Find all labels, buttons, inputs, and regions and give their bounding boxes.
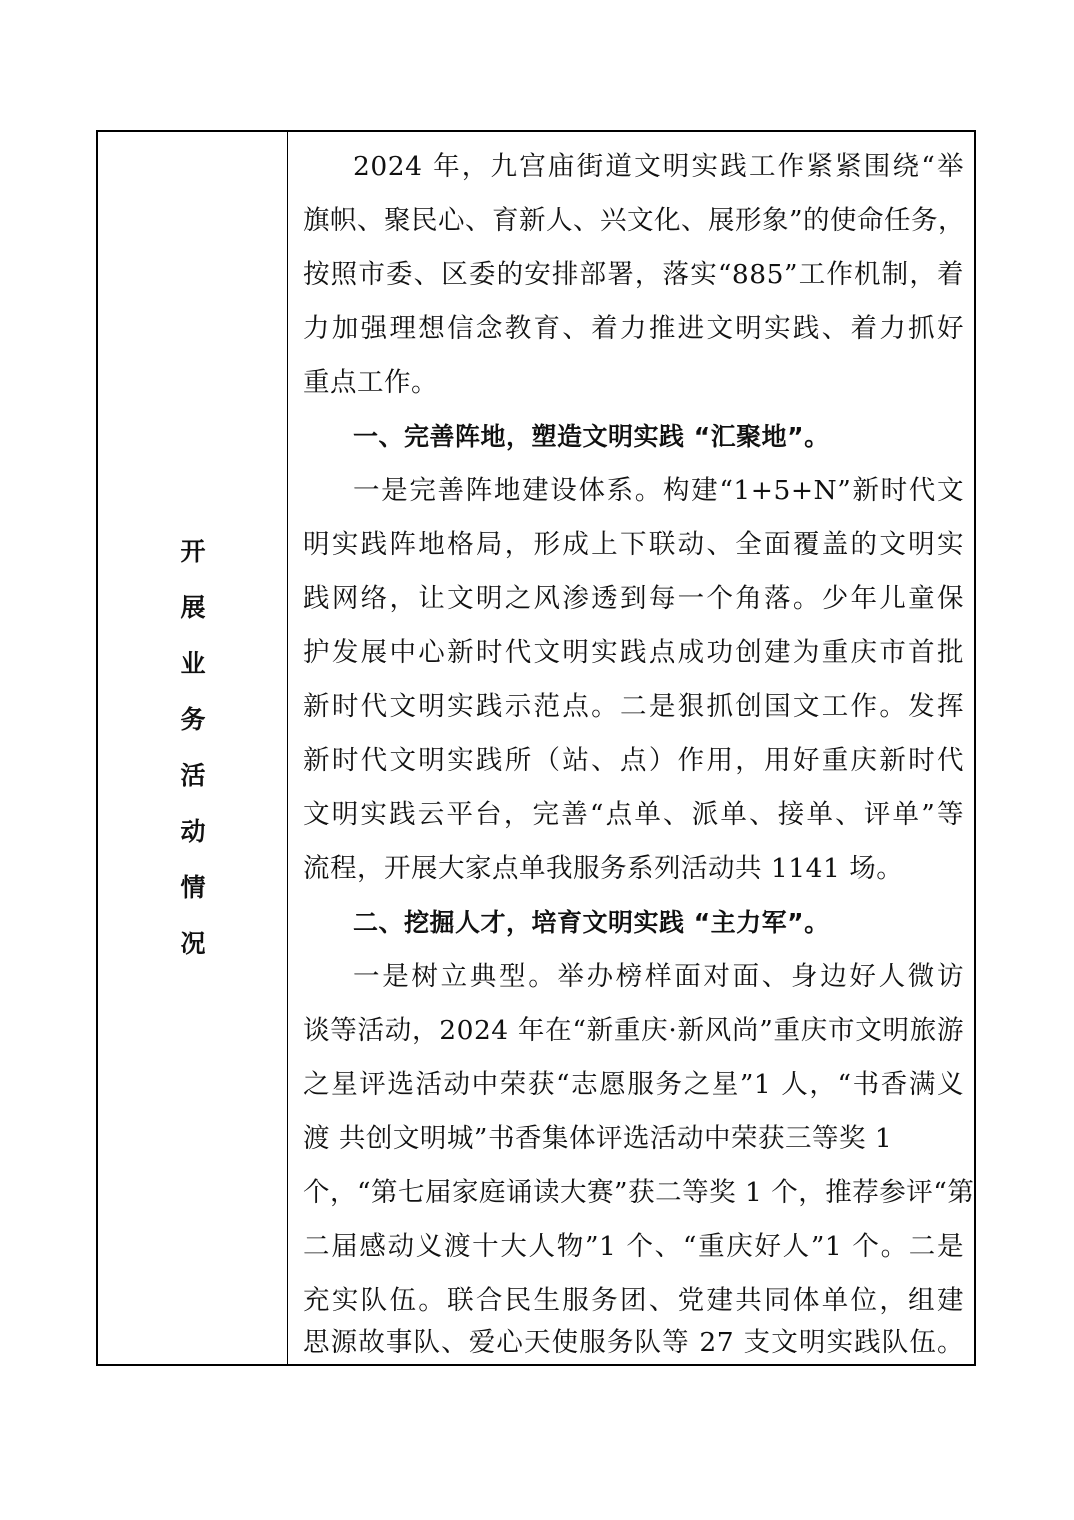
- paragraph-line: 践网络，让文明之风渗透到每一个角落。少年儿童保: [303, 583, 964, 614]
- paragraph-line: 渡 共创文明城”书香集体评选活动中荣获三等奖 1: [303, 1123, 893, 1154]
- paragraph-line: 流程，开展大家点单我服务系列活动共 1141 场。: [303, 853, 904, 884]
- paragraph-line: 新时代文明实践所（站、点）作用，用好重庆新时代: [303, 745, 964, 776]
- label-char: 开: [180, 537, 206, 566]
- paragraph-line: 充实队伍。联合民生服务团、党建共同体单位，组建: [303, 1285, 964, 1316]
- paragraph-line: 新时代文明实践示范点。二是狠抓创国文工作。发挥: [303, 691, 964, 722]
- paragraph-line: 重点工作。: [303, 367, 438, 398]
- report-table: [96, 130, 976, 1366]
- label-char: 动: [180, 817, 206, 846]
- paragraph-line: 明实践阵地格局，形成上下联动、全面覆盖的文明实: [303, 529, 964, 560]
- paragraph-line: 个，“第七届家庭诵读大赛”获二等奖 1 个，推荐参评“第: [303, 1177, 975, 1208]
- paragraph-line: 旗帜、聚民心、育新人、兴文化、展形象”的使命任务，: [303, 205, 966, 236]
- label-column: [98, 132, 288, 1364]
- paragraph-line: 谈等活动，2024 年在“新重庆·新风尚”重庆市文明旅游: [303, 1015, 964, 1046]
- paragraph-line: 2024 年，九宫庙街道文明实践工作紧紧围绕“举: [353, 151, 964, 182]
- label-char: 情: [180, 873, 206, 902]
- label-char: 况: [180, 929, 206, 958]
- paragraph-line: 护发展中心新时代文明实践点成功创建为重庆市首批: [303, 637, 964, 668]
- label-char: 活: [180, 761, 206, 790]
- section-heading: 一、完善阵地，塑造文明实践 “汇聚地”。: [353, 422, 830, 451]
- paragraph-line: 思源故事队、爱心天使服务队等 27 支文明实践队伍。: [303, 1327, 964, 1358]
- paragraph-line: 文明实践云平台，完善“点单、派单、接单、评单”等: [303, 799, 964, 830]
- label-char: 业: [180, 649, 206, 678]
- paragraph-line: 二届感动义渡十大人物”1 个、“重庆好人”1 个。二是: [303, 1231, 964, 1262]
- paragraph-line: 按照市委、区委的安排部署，落实“885”工作机制，着: [303, 259, 964, 290]
- section-label: [98, 524, 288, 972]
- label-char: 展: [180, 593, 206, 622]
- paragraph-line: 一是树立典型。举办榜样面对面、身边好人微访: [353, 961, 964, 992]
- paragraph-line: 一是完善阵地建设体系。构建“1+5+N”新时代文: [353, 475, 964, 506]
- paragraph-line: 力加强理想信念教育、着力推进文明实践、着力抓好: [303, 313, 964, 344]
- label-char: 务: [180, 705, 206, 734]
- content-column: [289, 132, 974, 1364]
- section-heading: 二、挖掘人才，培育文明实践 “主力军”。: [353, 908, 830, 937]
- paragraph-line: 之星评选活动中荣获“志愿服务之星”1 人，“书香满义: [303, 1069, 964, 1100]
